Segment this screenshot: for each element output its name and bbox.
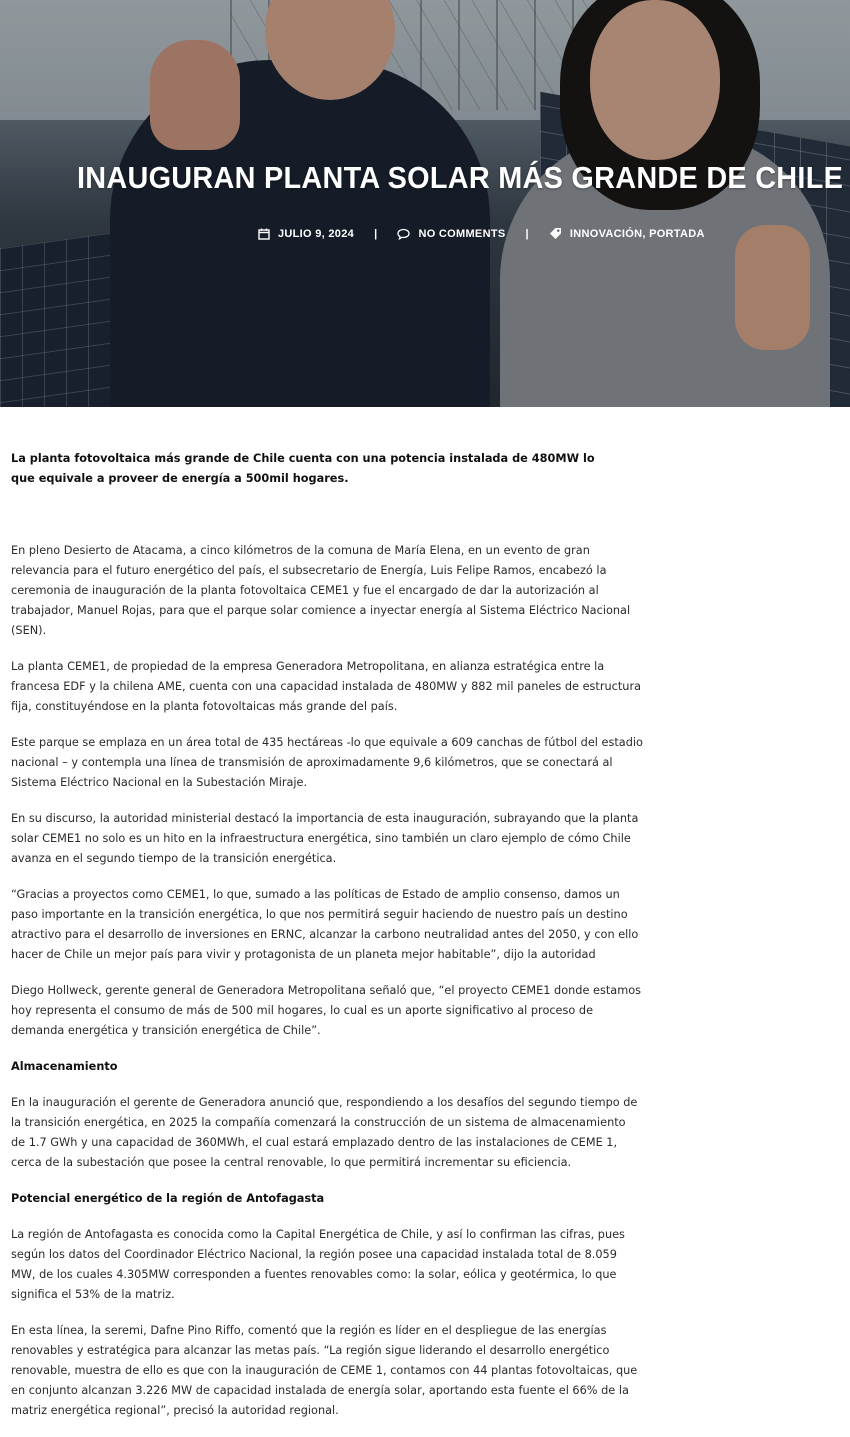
meta-separator: | (374, 227, 378, 240)
calendar-icon (258, 228, 270, 240)
section-heading-almacenamiento: Almacenamiento (11, 1060, 118, 1073)
category-link-portada[interactable]: PORTADA (649, 227, 705, 240)
article-paragraph: La planta CEME1, de propiedad de la empresa Generadora Metropolitana, en alianza estratégica entre la francesa EDF y la chilena AME, cuenta con una capacidad instalada de 480MW y 882 mil paneles de estructura fija, constituyéndose en la planta fotovoltaicas más grande del país. (11, 660, 642, 713)
article-paragraph: En esta línea, la seremi, Dafne Pino Riffo, comentó que la región es líder en el despliegue de las energías renovables y estratégica para alcanzar las metas país. “La región sigue liderando el desarrollo energético renovable, muestra de ello es que con la inauguración de CEME 1, contamos con 44 plantas fotovoltaicas, que en conjunto alcanzan 3.226 MW de capacidad instalada de energía solar, aportando esta fuente el 66% de la matriz energética regional”, precisó la autoridad regional. (11, 1324, 638, 1417)
article-paragraph: La región de Antofagasta es conocida como la Capital Energética de Chile, y así lo confirman las cifras, pues según los datos del Coordinador Eléctrico Nacional, la región posee una capacidad instalada total de 8.059 MW, de los cuales 4.305MW corresponden a fuentes renovables como: la solar, eólica y geotérmica, lo que significa el 53% de la matriz. (11, 1228, 625, 1301)
article-paragraph: En la inauguración el gerente de Generadora anunció que, respondiendo a los desafíos del segundo tiempo de la transición energética, en 2025 la compañía comenzará la construcción de un sistema de almacenamiento de 1.7 GWh y una capacidad de 360MWh, el cual estará emplazado dentro de las instalaciones de CEME 1, cerca de la subestación que posee la central renovable, lo que permitirá incrementar su eficiencia. (11, 1096, 638, 1169)
meta-comments[interactable] (397, 228, 505, 240)
category-link-innovacion[interactable]: INNOVACIÓN (569, 227, 643, 240)
meta-date-label: JULIO 9, 2024 (278, 227, 355, 240)
meta-comments-label: NO COMMENTS (418, 227, 506, 240)
article-lead: La planta fotovoltaica más grande de Chile cuenta con una potencia instalada de 480MW lo que equivale a proveer de energía a 500mil hogares. (11, 452, 595, 485)
article-paragraph: Este parque se emplaza en un área total de 435 hectáreas -lo que equivale a 609 canchas de fútbol del estadio nacional – y contempla una línea de transmisión de aproximadamente 9,6 kilómetros, que se conectará al Sistema Eléctrico Nacional en la Subestación Miraje. (11, 736, 643, 789)
tag-icon (549, 227, 562, 240)
article-title: INAUGURAN PLANTA SOLAR MÁS GRANDE DE CHILE (77, 160, 844, 195)
hero-overlay (0, 0, 850, 407)
article-meta (258, 227, 705, 240)
meta-separator: | (525, 227, 529, 240)
article-paragraph: En pleno Desierto de Atacama, a cinco kilómetros de la comuna de María Elena, en un evento de gran relevancia para el futuro energético del país, el subsecretario de Energía, Luis Felipe Ramos, encabezó la ceremonia de inauguración de la planta fotovoltaica CEME1 y fue el encargado de dar la autorización al trabajador, Manuel Rojas, para que el parque solar comience a inyectar energía al Sistema Eléctrico Nacional (SEN). (11, 544, 631, 637)
meta-categories (549, 227, 705, 240)
article-paragraph: En su discurso, la autoridad ministerial destacó la importancia de esta inauguración, subrayando que la planta solar CEME1 no solo es un hito en la infraestructura energética, sino también un claro ejemplo de cómo Chile avanza en el segundo tiempo de la transición energética. (11, 812, 639, 865)
meta-date[interactable] (258, 228, 354, 240)
comment-bubble-icon (397, 228, 410, 240)
article-body (11, 449, 643, 1437)
section-heading-potencial: Potencial energético de la región de Antofagasta (11, 1192, 325, 1205)
article-paragraph: Diego Hollweck, gerente general de Generadora Metropolitana señaló que, “el proyecto CEME1 donde estamos hoy representa el consumo de más de 500 mil hogares, lo cual es un aporte significativo al proceso de demanda energética y transición energética de Chile”. (11, 984, 641, 1037)
hero-banner (0, 0, 850, 407)
article-paragraph: “Gracias a proyectos como CEME1, lo que, sumado a las políticas de Estado de amplio consenso, damos un paso importante en la transición energética, lo que nos permitirá seguir haciendo de nuestro país un destino atractivo para el desarrollo de inversiones en ERNC, alcanzar la carbono neutralidad antes del 2050, y con ello hacer de Chile un mejor país para vivir y protagonista de un planeta mejor habitable”, dijo la autoridad (11, 888, 639, 961)
category-separator: , (642, 227, 650, 240)
